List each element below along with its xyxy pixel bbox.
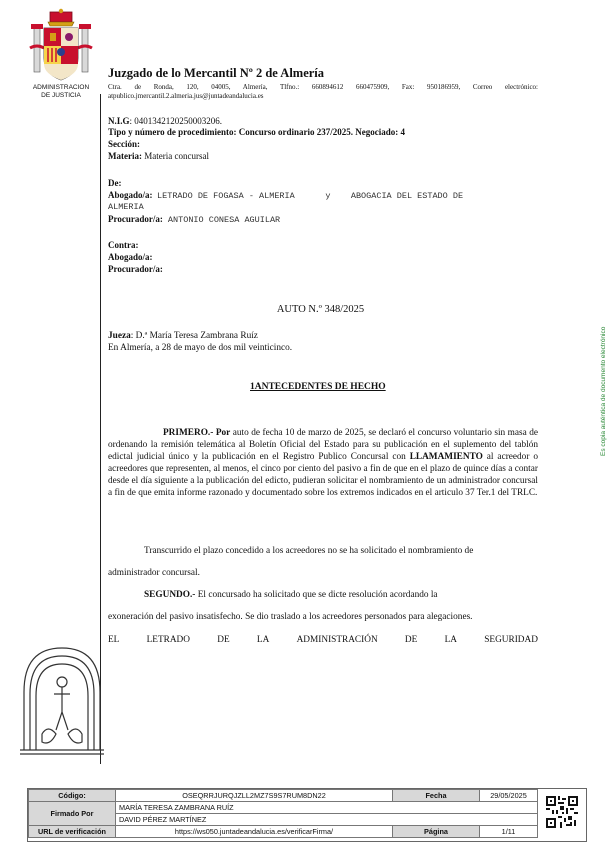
paragraph-letrado: EL LETRADO DE LA ADMINISTRACIÓN DE LA SEGURIDAD	[108, 635, 538, 645]
contra-attorney-row: Procurador/a:	[108, 264, 163, 274]
de-lawyer-row-cont: ALMERIA	[108, 202, 144, 212]
auto-title: AUTO N.º 348/2025	[276, 304, 365, 315]
signed-by-label: Firmado Por	[29, 802, 116, 826]
emblem-caption-line1: ADMINISTRACION	[32, 84, 90, 91]
contra-label: Contra:	[108, 240, 139, 250]
page-label: Página	[393, 826, 480, 838]
date-value: 29/05/2025	[480, 790, 538, 802]
authentic-copy-note: Es copia auténtica de documento electrónico	[600, 326, 607, 456]
place-date: En Almería, a 28 de mayo de dos mil veinticinco.	[108, 343, 293, 353]
signer-1: MARÍA TERESA ZAMBRANA RUÍZ	[116, 802, 538, 814]
paragraph-segundo-line2: exoneración del pasivo insatisfecho. Se dio traslado a los acreedores personados para alegaciones.	[108, 612, 473, 622]
table-row	[29, 802, 538, 814]
contra-lawyer-row: Abogado/a:	[108, 252, 153, 262]
verification-url-label: URL de verificación	[29, 826, 116, 838]
section-title: 1ANTECEDENTES DE HECHO	[250, 382, 386, 392]
signature-footer	[27, 788, 587, 842]
court-title: Juzgado de lo Mercantil Nº 2 de Almería	[108, 66, 325, 80]
code-label: Código:	[29, 790, 116, 802]
nig-row: N.I.G: 0401342120250003206.	[108, 116, 223, 126]
date-label: Fecha	[393, 790, 480, 802]
subject-row: Materia: Materia concursal	[108, 151, 209, 161]
section-row: Sección:	[108, 139, 140, 149]
table-row	[29, 826, 538, 838]
andalucia-emblem-logo	[18, 642, 106, 758]
emblem-caption-line2: DE JUSTICIA	[41, 92, 81, 99]
signature-table	[28, 789, 538, 838]
paragraph-transcurrido-line2: administrador concursal.	[108, 568, 200, 578]
coat-of-arms-logo	[26, 8, 96, 100]
qr-code-icon	[546, 796, 578, 828]
signer-2: DAVID PÉREZ MARTÍNEZ	[116, 814, 538, 826]
paragraph-transcurrido-line1: Transcurrido el plazo concedido a los acreedores no se ha solicitado el nombramiento de	[144, 546, 474, 556]
code-value: OSEQRRJURQJZLL2MZ7S9S7RUM8DN22	[116, 790, 393, 802]
de-lawyer-row: Abogado/a: LETRADO DE FOGASA - ALMERIA y ABOGACIA DEL ESTADO DE	[108, 190, 464, 201]
court-address: Ctra. de Ronda, 120, 04005, Almería, Tlfno.: 660894612 660475909, Fax: 950186959, Correo electrónico: atpublico.jmercantil.2.almeria.jus@juntadeandalucia.es	[108, 83, 538, 100]
verification-url[interactable]: https://ws050.juntadeandalucia.es/verificarFirma/	[116, 826, 393, 838]
paragraph-segundo-line1: SEGUNDO.- El concursado ha solicitado que se dicte resolución acordando la	[144, 590, 438, 600]
procedure-row: Tipo y número de procedimiento: Concurso ordinario 237/2025. Negociado: 4	[108, 127, 405, 137]
page-value: 1/11	[480, 826, 538, 838]
paragraph-primero: PRIMERO.- Por auto de fecha 10 de marzo de 2025, se declaró el concurso voluntario sin masa de ordenando la remisión telemática al Boletín Oficial del Estado para su publicación en el suplemento del tablón edictal judicial único y la publicación en el Registro Publico Concursal con LLAMAMIENTO al acreedor o acreedores que representen, al menos, el cinco por ciento del pasivo a fin de que en el plazo de quince días a contar desde el día siguiente a la publicación del edicto, pudieran solicitar el nombramiento de un administrador concursal a fin de que emita informe razonado y documentado sobre los extremos indicados en el articulo 37 Ter.1 del TRLC.	[108, 428, 539, 498]
table-row	[29, 790, 538, 802]
judge-row: Jueza: D.ª María Teresa Zambrana Ruíz	[108, 331, 258, 341]
de-attorney-row: Procurador/a: ANTONIO CONESA AGUILAR	[108, 214, 281, 225]
de-label: De:	[108, 178, 122, 188]
